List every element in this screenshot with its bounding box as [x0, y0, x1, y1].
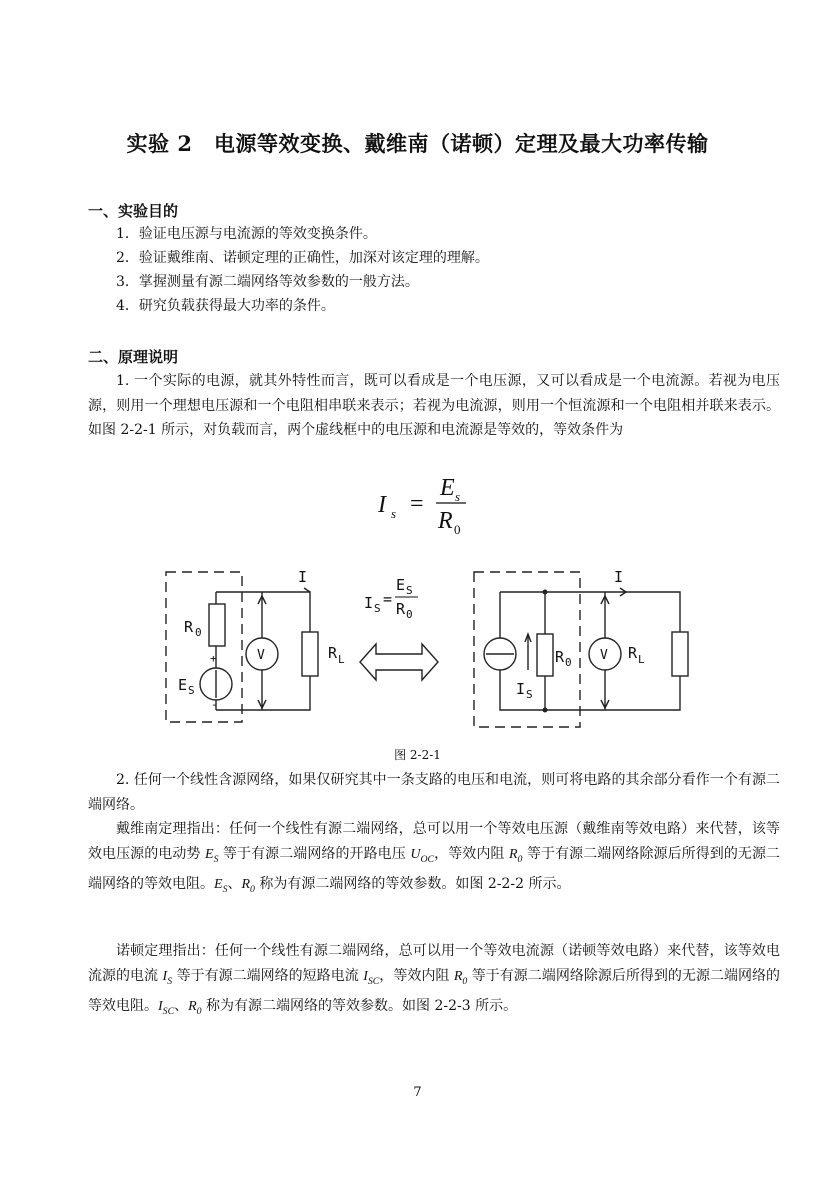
label-es: E: [178, 676, 188, 694]
page-title: 实验 2 电源等效变换、戴维南（诺顿）定理及最大功率传输: [126, 131, 709, 156]
page-number: 7: [413, 1085, 422, 1100]
text-span: ，等效内阻: [379, 967, 454, 984]
junction-dot: [543, 708, 548, 713]
label-rl-right-sub: L: [638, 653, 645, 666]
symbol-main: I: [158, 998, 163, 1014]
figure-caption: 图 2-2-1: [394, 748, 441, 762]
symbol: [508, 846, 523, 865]
label-es-sub: S: [188, 684, 195, 697]
eq-es: E: [396, 576, 406, 594]
label-v: V: [257, 648, 265, 663]
label-current-right: I: [614, 568, 624, 586]
symbol-sub: OC: [420, 853, 435, 865]
symbol-main: I: [162, 968, 168, 984]
label-minus: -: [211, 698, 218, 711]
text-span: 戴维南定理指出：任何一个线性有源二端网络，总可以用一个等效电压源（戴维南等效电路）来代替，该等效电压源的电动势: [88, 821, 780, 862]
paragraph-thevenin: [88, 817, 780, 902]
objective-item: 2．验证戴维南、诺顿定理的正确性，加深对该定理的理解。: [116, 250, 489, 266]
formula-lhs-sub: s: [391, 506, 397, 521]
formula-numerator-sub: s: [455, 489, 461, 504]
symbol-main: R: [508, 846, 518, 862]
label-r0-right-sub: 0: [565, 656, 572, 669]
label-r0-sub: 0: [195, 626, 202, 639]
label-r0: R: [184, 618, 194, 636]
label-v-right: V: [600, 648, 608, 663]
formula-denominator: R: [438, 508, 453, 534]
paragraph-source-equivalence: 1. 一个实际的电源，就其外特性而言，既可以看成是一个电压源，又可以看成是一个电流源。若视为电压源，则用一个理想电压源和一个电阻相串联来表示；若视为电流源，则用一个恒流源和一个电阻相并联来表示。如图 2-2-1 所示，对负载而言，两个虚线框中的电压源和电流源是等效的，等效条件为: [88, 373, 780, 438]
eq-is: I: [364, 594, 374, 612]
label-rl: R: [328, 644, 338, 662]
resistor-rl-right: [672, 632, 688, 676]
eq-is-sub: S: [374, 602, 381, 615]
symbol: [158, 998, 175, 1017]
symbol-main: R: [241, 876, 251, 892]
symbol: [410, 846, 435, 865]
text-span: 等于有源二端网络的开路电压: [218, 845, 411, 862]
symbol-sub: SC: [162, 1005, 175, 1017]
eq-sign: =: [383, 590, 393, 608]
symbol-main: E: [214, 876, 223, 892]
resistor-r0: [209, 604, 225, 646]
double-arrow-icon: [360, 644, 438, 680]
label-plus: +: [210, 652, 217, 665]
text-span: ，等效内阻: [434, 845, 509, 862]
formula-lhs: I: [378, 492, 386, 518]
eq-r0: R: [396, 600, 406, 618]
symbol: [363, 968, 380, 987]
text-span: 等于有源二端网络除源后所得到的无源二端网络的等效电阻。: [88, 967, 781, 1014]
label-r0-right: R: [555, 648, 565, 666]
symbol-sub: 0: [196, 1005, 202, 1017]
label-current-left: I: [298, 568, 308, 586]
section-heading-principles: 二、原理说明: [88, 348, 179, 366]
eq-r0-sub: 0: [406, 608, 413, 621]
resistor-r0-parallel: [537, 634, 553, 676]
text-span: 、: [227, 875, 242, 892]
eq-es-sub: S: [406, 584, 413, 597]
paragraph-norton: [88, 939, 780, 1024]
text-span: 等于有源二端网络除源后所得到的无源二端网络的等效电阻。: [88, 845, 781, 892]
symbol: [188, 998, 202, 1017]
symbol-sub: 0: [517, 853, 523, 865]
equivalence-formula: [0, 470, 835, 540]
objective-item: 3．掌握测量有源二端网络等效参数的一般方法。: [116, 274, 419, 290]
symbol-sub: S: [222, 883, 228, 895]
symbol-main: E: [205, 846, 214, 862]
section-heading-objectives: 一、实验目的: [88, 202, 179, 220]
resistor-rl: [302, 632, 318, 676]
formula-equals: =: [410, 491, 424, 517]
text-span: 称为有源二端网络的等效参数。如图 2-2-2 所示。: [254, 875, 571, 892]
junction-dot: [543, 590, 548, 595]
symbol-sub: 0: [250, 883, 255, 895]
symbol-sub: SC: [367, 975, 380, 987]
formula-denominator-sub: 0: [454, 522, 461, 537]
label-is: I: [516, 680, 526, 698]
symbol: [241, 876, 255, 895]
circuit-figure: [150, 560, 700, 750]
symbol: [162, 968, 173, 987]
text-span: 等于有源二端网络的短路电流: [172, 967, 364, 984]
voltage-source-dashed-box: [166, 572, 242, 722]
symbol: [453, 968, 468, 987]
symbol-sub: 0: [462, 975, 468, 987]
objective-item: 1．验证电压源与电流源的等效变换条件。: [116, 226, 377, 242]
label-rl-sub: L: [338, 653, 345, 666]
symbol: [214, 876, 228, 895]
symbol-main: R: [453, 968, 463, 984]
formula-numerator: E: [440, 475, 455, 501]
symbol-sub: S: [167, 975, 173, 987]
symbol-sub: S: [213, 853, 219, 865]
symbol: [205, 846, 219, 865]
label-is-sub: S: [526, 688, 533, 701]
symbol-main: I: [363, 968, 368, 984]
label-rl-right: R: [628, 644, 638, 662]
text-span: 诺顿定理指出：任何一个线性有源二端网络，总可以用一个等效电流源（诺顿等效电路）来代替，该等效电流源的电流: [88, 943, 780, 984]
text-span: 、: [174, 997, 189, 1014]
objective-item: 4．研究负载获得最大功率的条件。: [116, 298, 335, 314]
symbol-main: U: [410, 846, 421, 862]
symbol-main: R: [188, 998, 197, 1014]
paragraph-two-terminal-network: 2. 任何一个线性含源网络，如果仅研究其中一条支路的电压和电流，则可将电路的其余部分看作一个有源二端网络。: [88, 772, 780, 813]
text-span: 称为有源二端网络的等效参数。如图 2-2-3 所示。: [201, 997, 518, 1014]
